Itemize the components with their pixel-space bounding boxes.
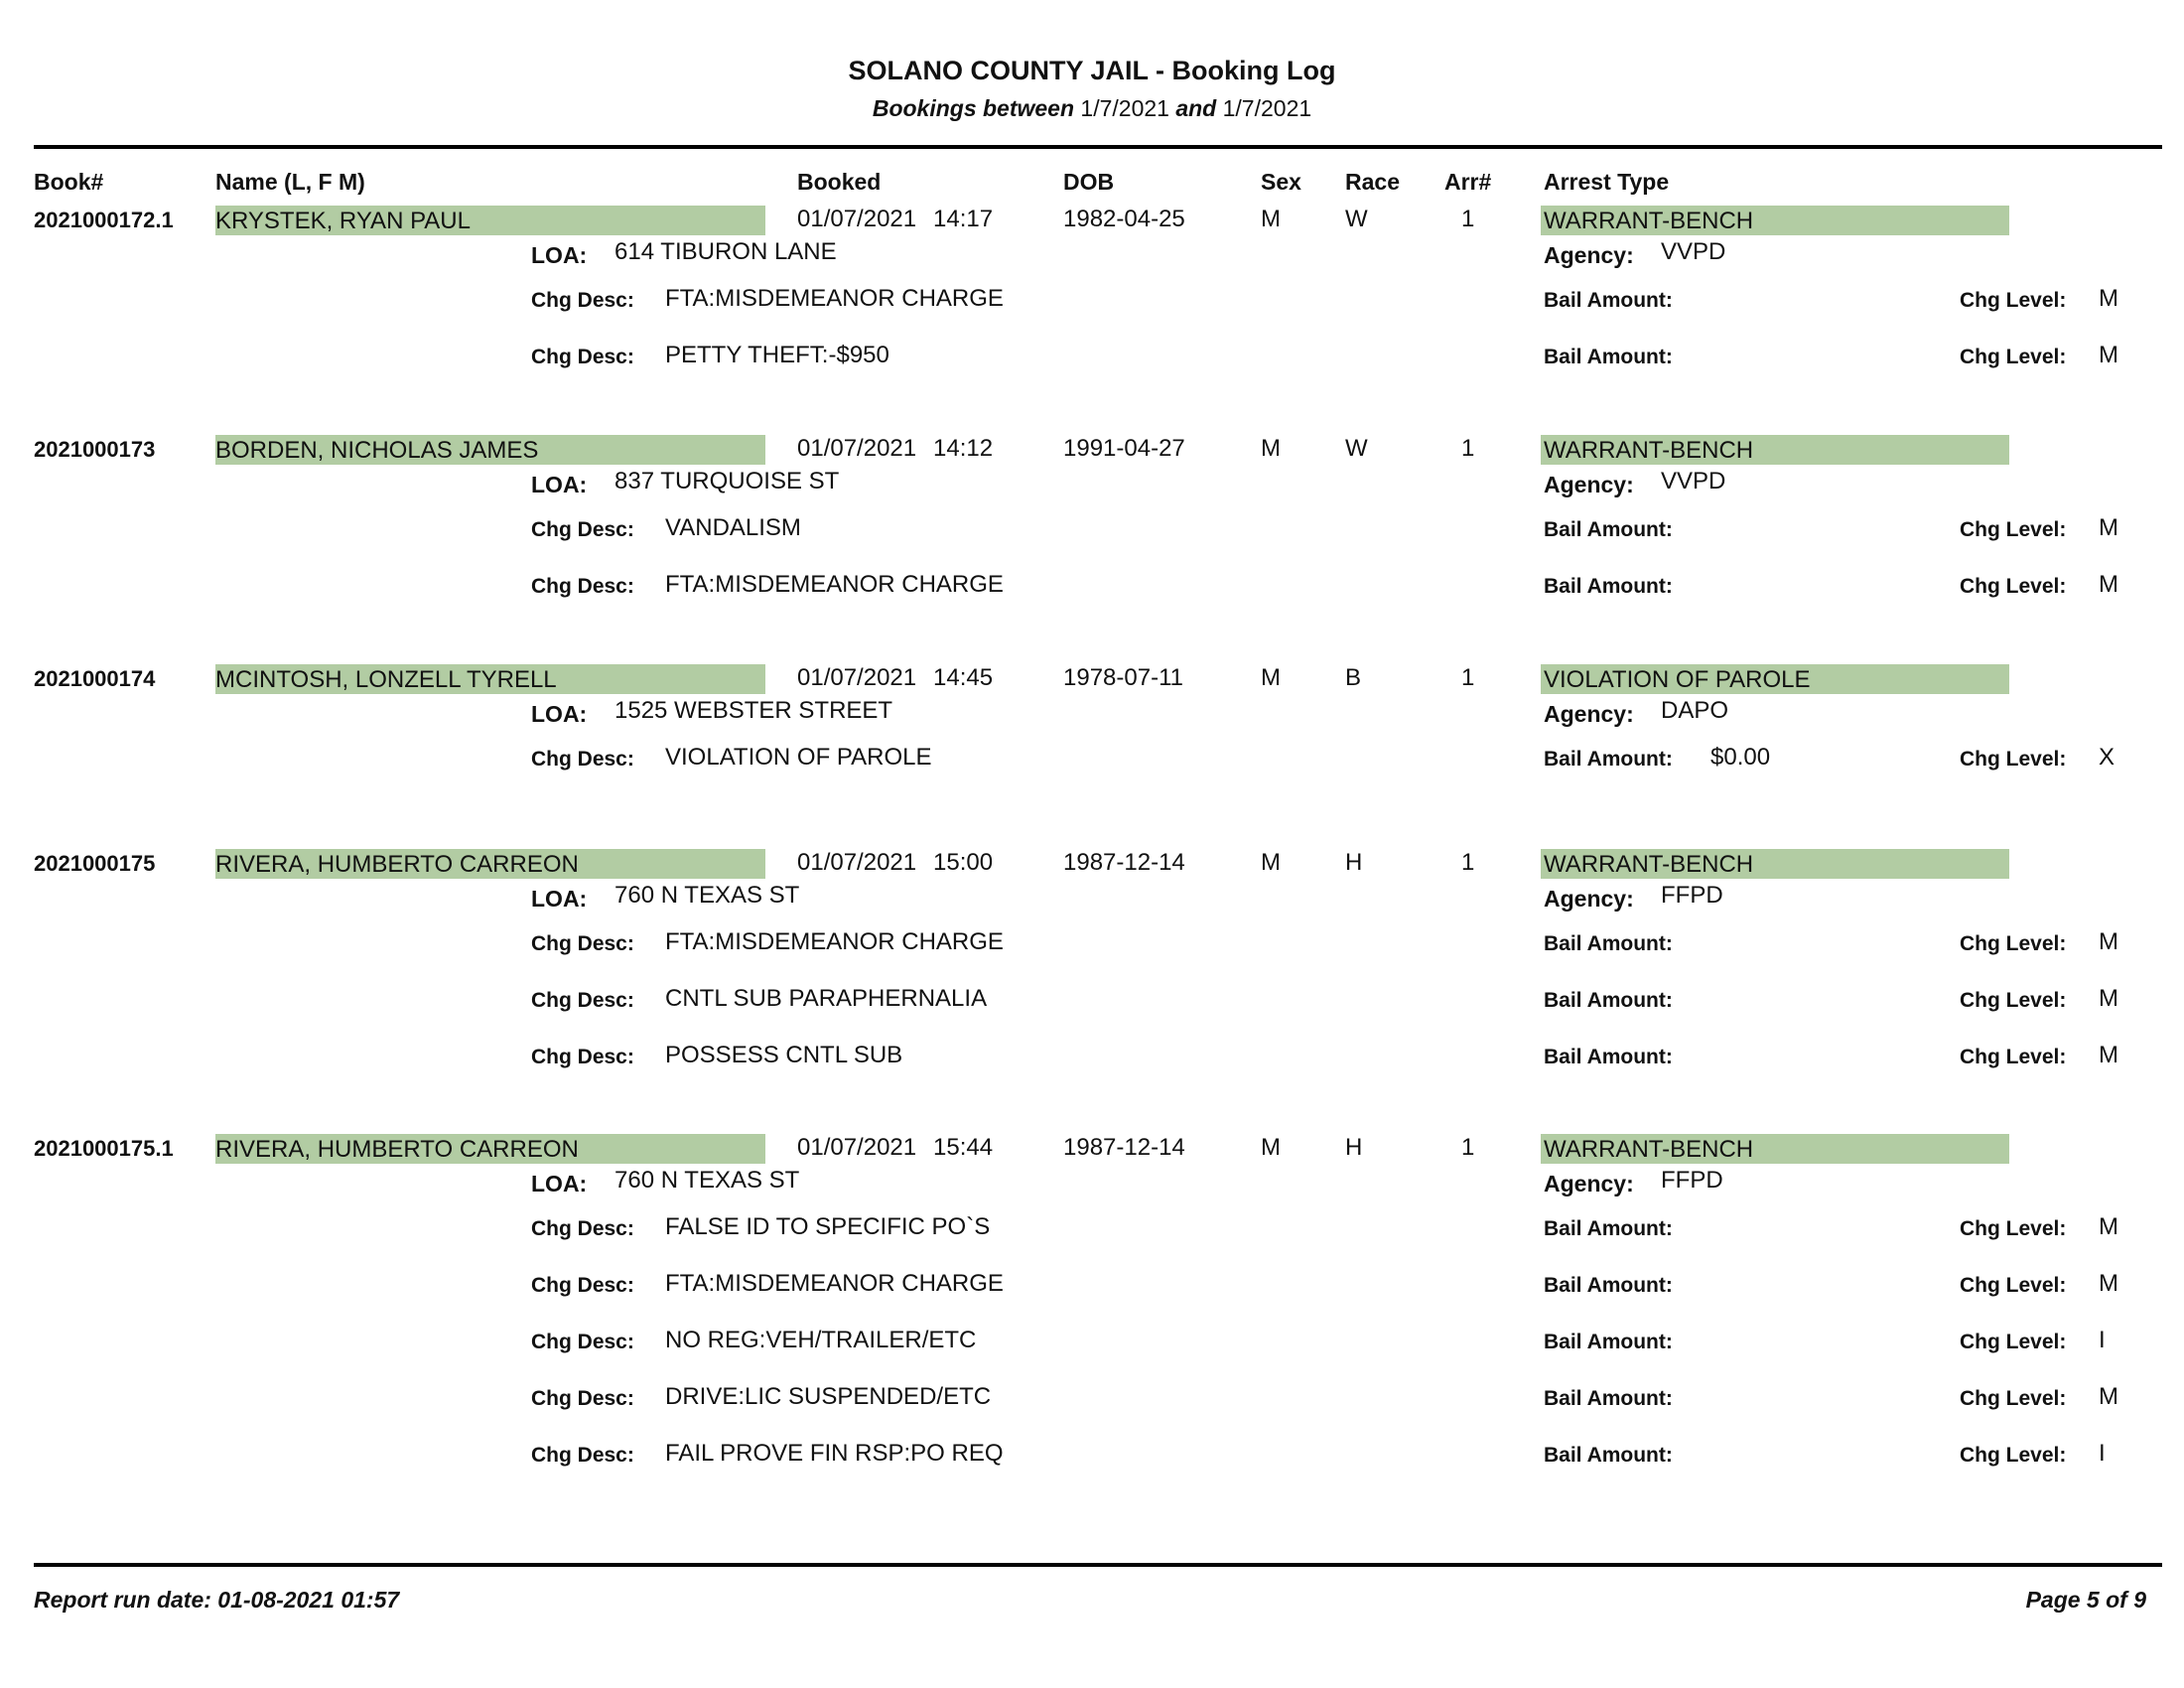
arrest-type: VIOLATION OF PAROLE — [1544, 666, 1811, 693]
charge-level: M — [2099, 514, 2118, 541]
agency-label: Agency: — [1544, 242, 1634, 268]
charge-description: NO REG:VEH/TRAILER/ETC — [665, 1327, 977, 1353]
col-header-sex: Sex — [1261, 169, 1301, 195]
arrest-count: 1 — [1461, 435, 1475, 462]
sex: M — [1261, 849, 1281, 876]
arrest-type: WARRANT-BENCH — [1544, 851, 1754, 878]
chg-level-label: Chg Level: — [1960, 748, 2067, 771]
charge-level: I — [2099, 1327, 2106, 1353]
book-number: 2021000175 — [34, 851, 156, 876]
booked-time: 15:00 — [933, 849, 994, 876]
report-subtitle — [0, 95, 2184, 122]
loa-address: 614 TIBURON LANE — [614, 238, 837, 265]
agency-label: Agency: — [1544, 701, 1634, 727]
charge-level: M — [2099, 285, 2118, 312]
agency-label: Agency: — [1544, 1171, 1634, 1196]
chg-desc-label: Chg Desc: — [531, 289, 634, 312]
col-header-arr: Arr# — [1444, 169, 1492, 195]
page-number: Page 5 of 9 — [2025, 1587, 2146, 1613]
arrest-count: 1 — [1461, 849, 1475, 876]
book-number: 2021000175.1 — [34, 1136, 174, 1161]
chg-desc-label: Chg Desc: — [531, 1444, 634, 1467]
charge-description: FTA:MISDEMEANOR CHARGE — [665, 1270, 1004, 1297]
chg-level-label: Chg Level: — [1960, 1444, 2067, 1467]
booked-time: 14:12 — [933, 435, 994, 462]
chg-desc-label: Chg Desc: — [531, 1387, 634, 1410]
sex: M — [1261, 206, 1281, 232]
charge-level: M — [2099, 1042, 2118, 1068]
loa-label: LOA: — [531, 701, 588, 727]
loa-address: 760 N TEXAS ST — [614, 1167, 800, 1194]
header-divider — [34, 145, 2162, 149]
chg-level-label: Chg Level: — [1960, 1331, 2067, 1353]
loa-label: LOA: — [531, 1171, 588, 1196]
arrest-type: WARRANT-BENCH — [1544, 1136, 1754, 1163]
bail-amount-label: Bail Amount: — [1544, 289, 1673, 312]
agency-label: Agency: — [1544, 886, 1634, 912]
subtitle-prefix: Bookings between — [872, 95, 1075, 121]
charge-description: FTA:MISDEMEANOR CHARGE — [665, 928, 1004, 955]
arrest-count: 1 — [1461, 206, 1475, 232]
col-header-dob: DOB — [1063, 169, 1115, 195]
booked-date: 01/07/2021 — [797, 435, 917, 462]
charge-level: M — [2099, 1213, 2118, 1240]
arrest-type: WARRANT-BENCH — [1544, 208, 1754, 234]
col-header-booked: Booked — [797, 169, 882, 195]
loa-label: LOA: — [531, 886, 588, 912]
charge-description: FTA:MISDEMEANOR CHARGE — [665, 285, 1004, 312]
bail-amount-label: Bail Amount: — [1544, 932, 1673, 955]
bail-amount-label: Bail Amount: — [1544, 1046, 1673, 1068]
col-header-race: Race — [1345, 169, 1400, 195]
charge-description: VANDALISM — [665, 514, 801, 541]
charge-description: POSSESS CNTL SUB — [665, 1042, 903, 1068]
chg-desc-label: Chg Desc: — [531, 932, 634, 955]
loa-label: LOA: — [531, 472, 588, 497]
booked-time: 15:44 — [933, 1134, 994, 1161]
chg-desc-label: Chg Desc: — [531, 346, 634, 368]
booked-date: 01/07/2021 — [797, 664, 917, 691]
charge-level: M — [2099, 928, 2118, 955]
chg-desc-label: Chg Desc: — [531, 989, 634, 1012]
start-date: 1/7/2021 — [1080, 95, 1169, 121]
arrest-type: WARRANT-BENCH — [1544, 437, 1754, 464]
dob: 1982-04-25 — [1063, 206, 1185, 232]
inmate-name: BORDEN, NICHOLAS JAMES — [215, 437, 539, 464]
loa-address: 1525 WEBSTER STREET — [614, 697, 893, 724]
arrest-count: 1 — [1461, 664, 1475, 691]
race: H — [1345, 849, 1363, 876]
agency-label: Agency: — [1544, 472, 1634, 497]
dob: 1991-04-27 — [1063, 435, 1185, 462]
chg-level-label: Chg Level: — [1960, 989, 2067, 1012]
subtitle-mid: and — [1175, 95, 1217, 121]
charge-description: VIOLATION OF PAROLE — [665, 744, 932, 771]
chg-desc-label: Chg Desc: — [531, 748, 634, 771]
chg-level-label: Chg Level: — [1960, 1387, 2067, 1410]
booked-date: 01/07/2021 — [797, 206, 917, 232]
race: H — [1345, 1134, 1363, 1161]
loa-label: LOA: — [531, 242, 588, 268]
bail-amount: $0.00 — [1710, 744, 1771, 771]
dob: 1987-12-14 — [1063, 849, 1185, 876]
charge-level: M — [2099, 571, 2118, 598]
arrest-count: 1 — [1461, 1134, 1475, 1161]
col-header-name: Name (L, F M) — [215, 169, 365, 195]
chg-level-label: Chg Level: — [1960, 932, 2067, 955]
charge-description: PETTY THEFT:-$950 — [665, 342, 889, 368]
report-title: SOLANO COUNTY JAIL - Booking Log — [848, 56, 1336, 85]
bail-amount-label: Bail Amount: — [1544, 1274, 1673, 1297]
charge-level: M — [2099, 342, 2118, 368]
charge-description: FAIL PROVE FIN RSP:PO REQ — [665, 1440, 1004, 1467]
charge-description: FALSE ID TO SPECIFIC PO`S — [665, 1213, 991, 1240]
sex: M — [1261, 1134, 1281, 1161]
footer-divider — [34, 1563, 2162, 1567]
charge-level: M — [2099, 1383, 2118, 1410]
end-date: 1/7/2021 — [1222, 95, 1312, 121]
book-number: 2021000174 — [34, 666, 156, 691]
charge-level: X — [2099, 744, 2116, 771]
charge-description: CNTL SUB PARAPHERNALIA — [665, 985, 988, 1012]
loa-address: 837 TURQUOISE ST — [614, 468, 840, 494]
chg-desc-label: Chg Desc: — [531, 575, 634, 598]
report-run-date: Report run date: 01-08-2021 01:57 — [34, 1587, 400, 1613]
chg-desc-label: Chg Desc: — [531, 1217, 634, 1240]
inmate-name: MCINTOSH, LONZELL TYRELL — [215, 666, 557, 693]
sex: M — [1261, 435, 1281, 462]
booked-date: 01/07/2021 — [797, 1134, 917, 1161]
bail-amount-label: Bail Amount: — [1544, 1331, 1673, 1353]
bail-amount-label: Bail Amount: — [1544, 1217, 1673, 1240]
race: W — [1345, 206, 1368, 232]
bail-amount-label: Bail Amount: — [1544, 1444, 1673, 1467]
charge-level: M — [2099, 985, 2118, 1012]
agency: FFPD — [1661, 882, 1723, 909]
col-header-arrest-type: Arrest Type — [1544, 169, 1670, 195]
book-number: 2021000172.1 — [34, 208, 174, 232]
chg-desc-label: Chg Desc: — [531, 1046, 634, 1068]
loa-address: 760 N TEXAS ST — [614, 882, 800, 909]
chg-level-label: Chg Level: — [1960, 1046, 2067, 1068]
bail-amount-label: Bail Amount: — [1544, 1387, 1673, 1410]
inmate-name: KRYSTEK, RYAN PAUL — [215, 208, 471, 234]
book-number: 2021000173 — [34, 437, 156, 462]
sex: M — [1261, 664, 1281, 691]
booked-time: 14:17 — [933, 206, 994, 232]
dob: 1978-07-11 — [1063, 664, 1183, 691]
booked-date: 01/07/2021 — [797, 849, 917, 876]
chg-level-label: Chg Level: — [1960, 518, 2067, 541]
bail-amount-label: Bail Amount: — [1544, 518, 1673, 541]
bail-amount-label: Bail Amount: — [1544, 346, 1673, 368]
charge-description: FTA:MISDEMEANOR CHARGE — [665, 571, 1004, 598]
dob: 1987-12-14 — [1063, 1134, 1185, 1161]
race: B — [1345, 664, 1362, 691]
bail-amount-label: Bail Amount: — [1544, 748, 1673, 771]
chg-level-label: Chg Level: — [1960, 289, 2067, 312]
charge-level: I — [2099, 1440, 2106, 1467]
bail-amount-label: Bail Amount: — [1544, 575, 1673, 598]
chg-level-label: Chg Level: — [1960, 575, 2067, 598]
race: W — [1345, 435, 1368, 462]
chg-desc-label: Chg Desc: — [531, 1331, 634, 1353]
inmate-name: RIVERA, HUMBERTO CARREON — [215, 1136, 579, 1163]
chg-level-label: Chg Level: — [1960, 1274, 2067, 1297]
agency: VVPD — [1661, 468, 1726, 494]
charge-description: DRIVE:LIC SUSPENDED/ETC — [665, 1383, 992, 1410]
chg-level-label: Chg Level: — [1960, 1217, 2067, 1240]
chg-level-label: Chg Level: — [1960, 346, 2067, 368]
charge-level: M — [2099, 1270, 2118, 1297]
booked-time: 14:45 — [933, 664, 994, 691]
chg-desc-label: Chg Desc: — [531, 518, 634, 541]
agency: FFPD — [1661, 1167, 1723, 1194]
col-header-book: Book# — [34, 169, 104, 195]
chg-desc-label: Chg Desc: — [531, 1274, 634, 1297]
inmate-name: RIVERA, HUMBERTO CARREON — [215, 851, 579, 878]
bail-amount-label: Bail Amount: — [1544, 989, 1673, 1012]
agency: VVPD — [1661, 238, 1726, 265]
agency: DAPO — [1661, 697, 1729, 724]
